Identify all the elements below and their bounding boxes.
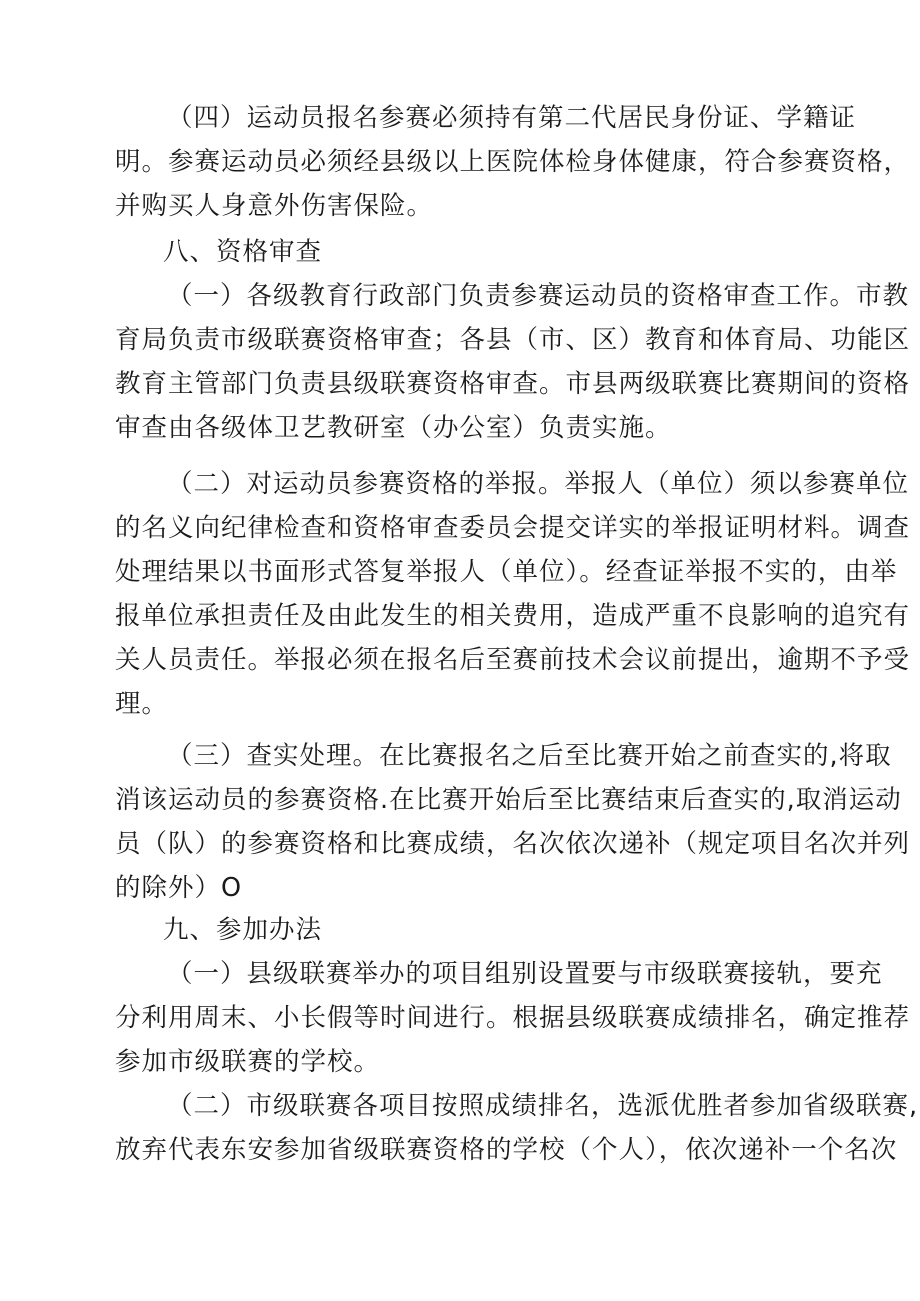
paragraph-verification-handling (115, 734, 911, 910)
text-line: 的除外）O (115, 873, 243, 903)
text-line: 分利用周末、小长假等时间进行。根据县级联赛成绩排名，确定推荐 (115, 1003, 911, 1033)
text-line: 关人员责任。举报必须在报名后至赛前技术会议前提出，逾期不予受 (115, 645, 911, 675)
paragraph-review-responsibility (115, 274, 911, 450)
text-line: 育局负责市级联赛资格审查；各县（市、区）教育和体育局、功能区 (115, 325, 911, 355)
text-line: 参加市级联赛的学校。 (115, 1047, 381, 1077)
text-line: 明。参赛运动员必须经县级以上医院体检身体健康，符合参赛资格， (115, 147, 911, 177)
text-line: 放弃代表东安参加省级联赛资格的学校（个人），依次递补一个名次 (115, 1135, 898, 1165)
paragraph-county-league (115, 952, 911, 1084)
text-line: （二）对运动员参赛资格的举报。举报人（单位）须以参赛单位 (167, 469, 910, 499)
paragraph-report-procedure (115, 462, 911, 726)
text-line: 处理结果以书面形式答复举报人（单位）。经查证举报不实的，由举 (115, 557, 898, 587)
text-line: 审查由各级体卫艺教研室（办公室）负责实施。 (115, 413, 672, 443)
text-line: （二）市级联赛各项目按照成绩排名，选派优胜者参加省级联赛, (167, 1091, 919, 1121)
text-line: （一）县级联赛举办的项目组别设置要与市级联赛接轨，要充 (167, 959, 883, 989)
paragraph-city-league (115, 1084, 919, 1172)
text-line: 理。 (115, 689, 169, 719)
paragraph-athlete-registration (115, 96, 911, 228)
section-heading-participation-method: 九、参加办法 (163, 915, 323, 945)
text-line: 教育主管部门负责县级联赛资格审查。市县两级联赛比赛期间的资格 (115, 369, 911, 399)
text-line: 并购买人身意外伤害保险。 (115, 191, 434, 221)
text-line: （一）各级教育行政部门负责参赛运动员的资格审查工作。市教 (167, 281, 910, 311)
text-line: （三）查实处理。在比赛报名之后至比赛开始之前查实的,将取 (167, 741, 892, 771)
section-heading-qualification-review: 八、资格审查 (163, 237, 323, 267)
text-line: 的名义向纪律检查和资格审查委员会提交详实的举报证明材料。调查 (115, 513, 911, 543)
text-line: 报单位承担责任及由此发生的相关费用，造成严重不良影响的追究有 (115, 601, 911, 631)
text-line: 消该运动员的参赛资格.在比赛开始后至比赛结束后查实的,取消运动 (115, 785, 902, 815)
text-line: （四）运动员报名参赛必须持有第二代居民身份证、学籍证 (167, 103, 857, 133)
text-line: 员（队）的参赛资格和比赛成绩，名次依次递补（规定项目名次并列 (115, 829, 911, 859)
